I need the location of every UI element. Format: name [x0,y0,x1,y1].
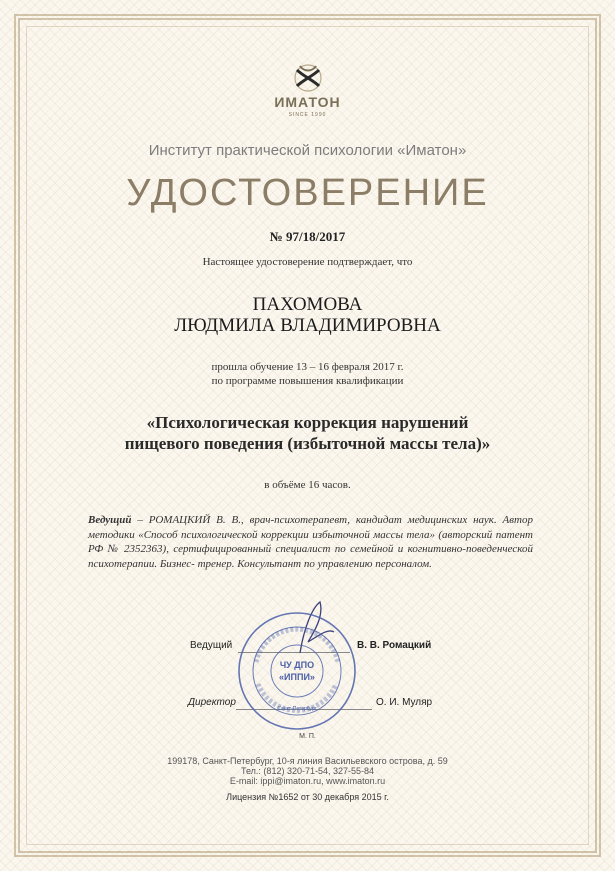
stamp-place-mark: М. П. [299,733,316,740]
training-program: по программе повышения квалификации [211,375,404,387]
footer-address: 199178, Санкт-Петербург, 10-я линия Васильевского острова, д. 59 [167,756,448,766]
confirmation-text: Настоящее удостоверение подтверждает, что [202,256,413,268]
lead-text: – РОМАЦКИЙ В. В., врач-психотерапевт, кандидат медицинских наук. Автор методики «Способ психологической коррекции избыточной массы тела» (авторский патент РФ № 2352363), сертифицированный специалист по семейной и когнитивно-поведенческой психотерапии. Бизнес- тренер. Консультант по управлению персоналом. [88,514,533,570]
training-dates: прошла обучение 13 – 16 февраля 2017 г. [211,361,404,373]
logo-name: ИМАТОН [274,94,341,110]
course-title-line2: пищевого поведения (избыточной массы тела)» [124,434,491,453]
lead-signature-name: В. В. Ромацкий [357,640,432,651]
certificate-number: № 97/18/2017 [269,229,346,244]
stamp-center-line1: ЧУ ДПО [279,660,315,670]
stamp-center-line2: «ИППИ» [279,672,315,682]
official-stamp [236,610,358,732]
lead-signature-label: Ведущий [190,640,233,651]
imaton-logo-icon [289,62,327,94]
footer-license: Лицензия №1652 от 30 декабря 2015 г. [226,792,389,802]
director-signature-name: О. И. Муляр [376,697,433,708]
person-surname: ПАХОМОВА [252,294,363,315]
institute-name: Институт практической психологии «Иматон» [148,142,467,159]
footer-phone: Тел.: (812) 320-71-54, 327-55-84 [240,766,375,776]
document-title: УДОСТОВЕРЕНИЕ [126,172,489,214]
footer-contacts: E-mail: ippi@imaton.ru, www.imaton.ru [229,776,386,786]
logo-since: SINCE 1990 [288,112,327,118]
stamp-city: Санкт-Петербург [277,706,317,712]
lead-description [88,513,533,571]
person-given-name: ЛЮДМИЛА ВЛАДИМИРОВНА [174,315,441,336]
director-signature-label: Директор [188,697,236,708]
lead-label: Ведущий [88,514,132,526]
course-volume: в объёме 16 часов. [264,479,351,491]
course-title-line1: «Психологическая коррекция нарушений [146,413,469,432]
